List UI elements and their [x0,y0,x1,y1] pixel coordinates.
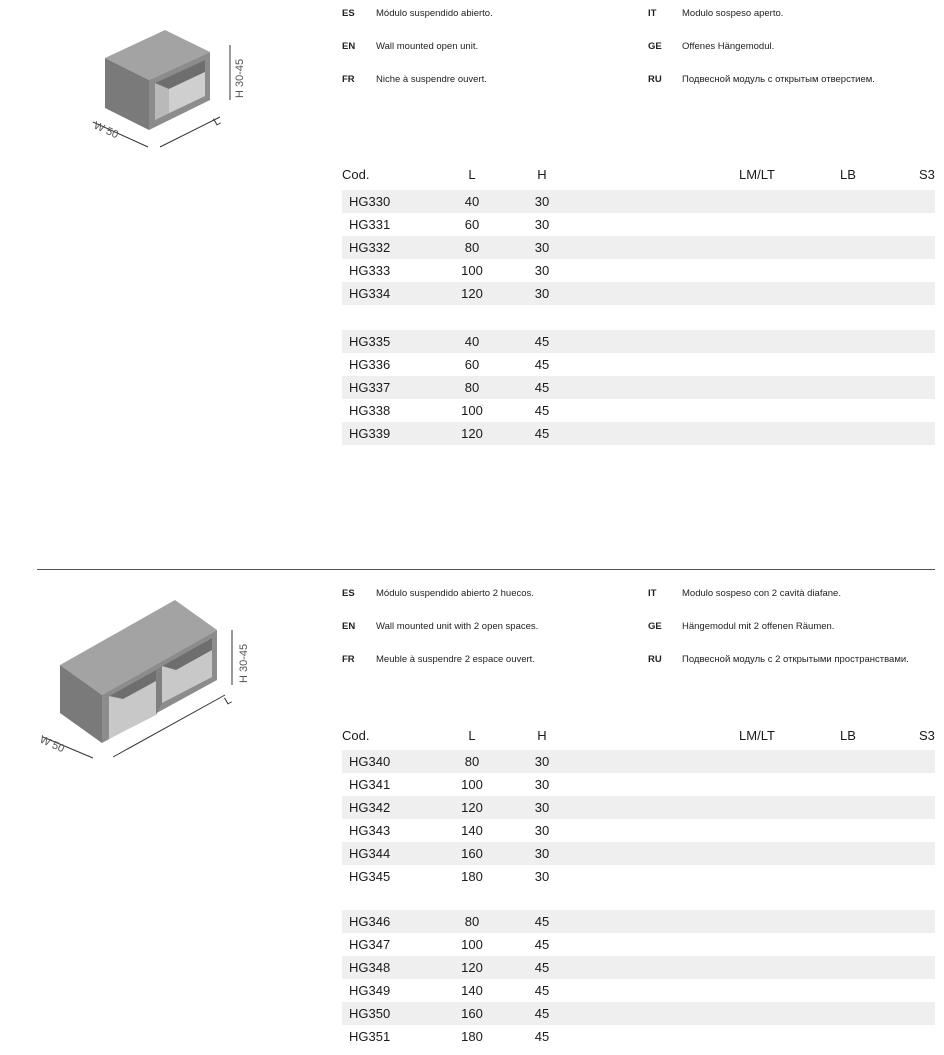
lang-code-it: IT [648,8,657,19]
table-row [342,399,935,422]
cell-cod: HG347 [349,937,391,952]
cell-h: 30 [534,777,550,792]
header-lb: LB [840,728,856,743]
product-section-two-spaces [0,580,944,1055]
cell-cod: HG330 [349,194,391,209]
desc-fr: Niche à suspendre ouvert. [376,74,487,85]
lang-code-en: EN [342,621,356,632]
desc-ge: Offenes Hängemodul. [682,41,775,52]
desc-it: Modulo sospeso aperto. [682,8,784,19]
cell-l: 140 [461,983,483,998]
cell-l: 40 [464,194,480,209]
cell-l: 140 [461,823,483,838]
product-table [342,167,935,447]
table-row [342,865,935,888]
cell-cod: HG346 [349,914,391,929]
cell-l: 100 [461,403,483,418]
cell-h: 45 [534,914,550,929]
cell-h: 30 [534,823,550,838]
cell-l: 100 [461,263,483,278]
cell-h: 45 [534,1006,550,1021]
header-cod: Cod. [342,167,370,182]
desc-ru: Подвесной модуль с открытым отверстием. [682,74,875,85]
cell-l: 80 [464,914,480,929]
cell-h: 45 [534,983,550,998]
width-dim-label: W 50 [91,119,121,142]
cell-cod: HG349 [349,983,391,998]
table-row [342,1002,935,1025]
header-h: H [537,167,547,182]
table-row [342,376,935,399]
description-block [342,588,942,673]
table-header [342,167,935,187]
cell-l: 60 [464,217,480,232]
table-row [342,282,935,305]
cell-cod: HG350 [349,1006,391,1021]
cell-cod: HG338 [349,403,391,418]
cell-cod: HG331 [349,217,391,232]
open-unit-illustration [85,20,255,150]
header-s3: S3 [919,728,935,743]
two-space-unit-illustration [35,595,260,765]
table-row [342,1025,935,1048]
cell-cod: HG340 [349,754,391,769]
header-lmlt: LM/LT [739,728,775,743]
cell-cod: HG343 [349,823,391,838]
cell-h: 45 [534,403,550,418]
cell-cod: HG333 [349,263,391,278]
header-l: L [468,728,476,743]
cell-l: 180 [461,869,483,884]
table-row [342,979,935,1002]
cell-h: 30 [534,869,550,884]
cell-h: 45 [534,426,550,441]
cell-l: 80 [464,240,480,255]
height-dim-label: H 30-45 [234,58,246,98]
cell-h: 45 [534,937,550,952]
cell-cod: HG332 [349,240,391,255]
cell-cod: HG335 [349,334,391,349]
cell-cod: HG341 [349,777,391,792]
desc-en: Wall mounted unit with 2 open spaces. [376,621,539,632]
cell-l: 80 [464,380,480,395]
cell-cod: HG336 [349,357,391,372]
cell-cod: HG348 [349,960,391,975]
header-lb: LB [840,167,856,182]
cell-l: 100 [461,777,483,792]
cell-cod: HG337 [349,380,391,395]
desc-ge: Hängemodul mit 2 offenen Räumen. [682,621,835,632]
header-cod: Cod. [342,728,370,743]
cell-h: 30 [534,286,550,301]
lang-code-ge: GE [648,621,662,632]
cell-l: 180 [461,1029,483,1044]
lang-code-fr: FR [342,74,355,85]
desc-ru: Подвесной модуль с 2 открытыми пространствами. [682,654,909,665]
height-dim-label: H 30-45 [238,643,250,683]
cell-h: 45 [534,357,550,372]
cell-l: 40 [464,334,480,349]
table-row [342,236,935,259]
lang-code-es: ES [342,8,355,19]
desc-es: Módulo suspendido abierto. [376,8,493,19]
cell-l: 100 [461,937,483,952]
table-row [342,933,935,956]
table-row [342,353,935,376]
cell-l: 160 [461,1006,483,1021]
cell-h: 30 [534,754,550,769]
width-dim-label: W 50 [37,733,67,756]
table-row [342,259,935,282]
header-h: H [537,728,547,743]
cell-h: 45 [534,334,550,349]
length-dim-label: L [211,115,223,129]
cell-cod: HG334 [349,286,391,301]
table-row [342,910,935,933]
desc-en: Wall mounted open unit. [376,41,479,52]
lang-code-ru: RU [648,654,662,665]
cell-l: 120 [461,960,483,975]
cell-h: 45 [534,960,550,975]
cell-h: 30 [534,240,550,255]
lang-code-it: IT [648,588,657,599]
table-row [342,773,935,796]
cell-cod: HG351 [349,1029,391,1044]
cell-l: 120 [461,426,483,441]
table-row [342,422,935,445]
header-l: L [468,167,476,182]
table-header [342,728,935,748]
cell-cod: HG344 [349,846,391,861]
cell-h: 30 [534,800,550,815]
cell-h: 30 [534,194,550,209]
table-row [342,330,935,353]
cell-l: 160 [461,846,483,861]
lang-code-en: EN [342,41,356,52]
cell-cod: HG342 [349,800,391,815]
desc-fr: Meuble à suspendre 2 espace ouvert. [376,654,535,665]
cell-h: 30 [534,217,550,232]
table-row [342,213,935,236]
table-row [342,796,935,819]
table-row [342,956,935,979]
lang-code-fr: FR [342,654,355,665]
cell-h: 45 [534,380,550,395]
table-row [342,750,935,773]
cell-cod: HG345 [349,869,391,884]
cell-l: 60 [464,357,480,372]
table-row [342,190,935,213]
section-divider [37,569,935,570]
table-row [342,842,935,865]
desc-es: Módulo suspendido abierto 2 huecos. [376,588,534,599]
cell-l: 80 [464,754,480,769]
lang-code-ru: RU [648,74,662,85]
length-dim-label: L [222,694,234,708]
cell-h: 30 [534,846,550,861]
cell-h: 30 [534,263,550,278]
cell-l: 120 [461,800,483,815]
desc-it: Modulo sospeso con 2 cavità diafane. [682,588,841,599]
cell-l: 120 [461,286,483,301]
lang-code-es: ES [342,588,355,599]
lang-code-ge: GE [648,41,662,52]
description-block [342,8,942,93]
cell-cod: HG339 [349,426,391,441]
cell-h: 45 [534,1029,550,1044]
header-s3: S3 [919,167,935,182]
table-row [342,819,935,842]
product-table [342,728,935,1053]
header-lmlt: LM/LT [739,167,775,182]
